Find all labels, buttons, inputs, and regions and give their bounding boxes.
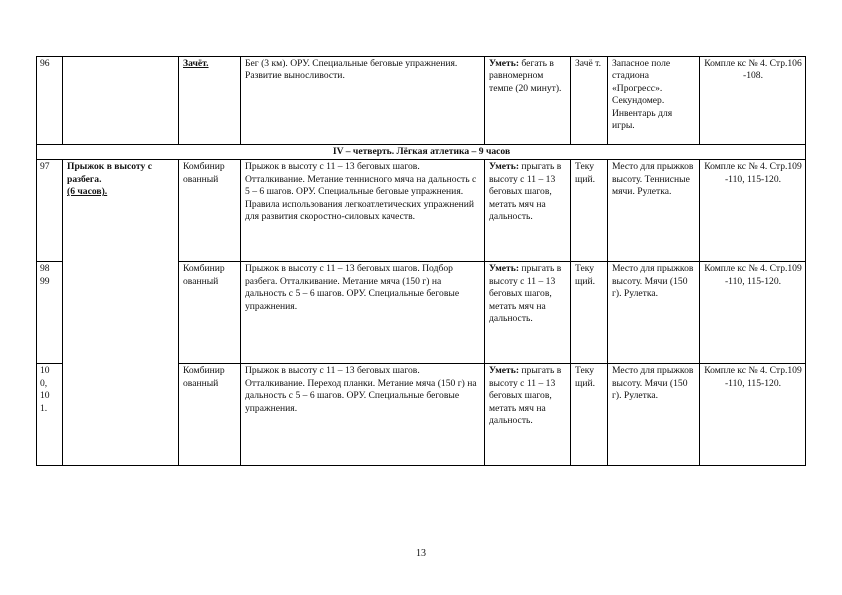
skills-text: прыгать в высоту с 11 – 13 беговых шагов, метать мяч на дальность. xyxy=(489,365,562,427)
topic-title: Прыжок в высоту с разбега. xyxy=(67,161,152,185)
skills-text: прыгать в высоту с 11 – 13 беговых шагов, метать мяч на дальность. xyxy=(489,161,562,223)
literature-ref: Компле кс № 4. Стр.109 -110, 115-120. xyxy=(700,262,806,364)
lesson-type: Комбинир ованный xyxy=(179,160,241,262)
lesson-number: 96 xyxy=(37,57,63,145)
equipment: Место для прыжков высоту. Мячи (150 г). Рулетка. xyxy=(608,262,700,364)
skills-cell xyxy=(485,160,571,262)
control-type: Теку щий. xyxy=(571,364,608,466)
skills-cell xyxy=(485,364,571,466)
skills-label: Уметь: xyxy=(489,58,520,69)
skills-label: Уметь: xyxy=(489,263,520,275)
skills-label: Уметь: xyxy=(489,161,520,173)
control-type: Зачё т. xyxy=(571,57,608,145)
equipment: Место для прыжков высоту. Мячи (150 г). Рулетка. xyxy=(608,364,700,466)
quarter-heading: IV – четверть. Лёгкая атлетика – 9 часов xyxy=(37,145,806,160)
skills-text: прыгать в высоту с 11 – 13 беговых шагов, метать мяч на дальность. xyxy=(489,263,562,325)
lesson-content: Бег (3 км). ОРУ. Специальные беговые упражнения. Развитие выносливости. xyxy=(241,57,485,145)
table-row xyxy=(37,57,806,145)
page-number: 13 xyxy=(416,548,426,559)
lesson-number: 97 xyxy=(37,160,63,262)
lesson-number: 10 0, 10 1. xyxy=(37,364,63,466)
control-type: Теку щий. xyxy=(571,160,608,262)
lesson-type: Зачёт. xyxy=(179,57,241,145)
skills-cell xyxy=(485,262,571,364)
topic-hours: (6 часов). xyxy=(67,186,108,198)
skills-label: Уметь: xyxy=(489,365,520,377)
equipment: Место для прыжков высоту. Теннисные мячи. Рулетка. xyxy=(608,160,700,262)
control-type: Теку щий. xyxy=(571,262,608,364)
skills-text: бегать в равномерном темпе (20 минут). xyxy=(489,58,562,94)
literature-ref: Компле кс № 4. Стр.109 -110, 115-120. xyxy=(700,160,806,262)
lesson-number: 98 99 xyxy=(37,262,63,364)
lesson-content: Прыжок в высоту с 11 – 13 беговых шагов. Отталкивание. Переход планки. Метание мяча (150 г) на дальность с 5 – 6 шагов. ОРУ. Специальные беговые упражнения. xyxy=(241,364,485,466)
topic-cell xyxy=(63,57,179,145)
literature-ref: Компле кс № 4. Стр.106 -108. xyxy=(700,57,806,145)
topic-cell xyxy=(63,160,179,466)
lesson-type: Комбинир ованный xyxy=(179,262,241,364)
literature-ref: Компле кс № 4. Стр.109 -110, 115-120. xyxy=(700,364,806,466)
lesson-content: Прыжок в высоту с 11 – 13 беговых шагов. Отталкивание. Метание теннисного мяча на дальность с 5 – 6 шагов. ОРУ. Специальные беговые упражнения. Правила использования легкоатлетических упражнений для развития скоростно-силовых качеств. xyxy=(241,160,485,262)
equipment: Запасное поле стадиона «Прогресс». Секундомер. Инвентарь для игры. xyxy=(608,57,700,145)
quarter-heading-row xyxy=(37,145,806,160)
lesson-plan-table xyxy=(36,56,806,466)
skills-cell xyxy=(485,57,571,145)
lesson-content: Прыжок в высоту с 11 – 13 беговых шагов. Подбор разбега. Отталкивание. Метание мяча (150 г) на дальность с 5 – 6 шагов. ОРУ. Специальные беговые упражнения. xyxy=(241,262,485,364)
lesson-type: Комбинир ованный xyxy=(179,364,241,466)
table-row xyxy=(37,160,806,262)
